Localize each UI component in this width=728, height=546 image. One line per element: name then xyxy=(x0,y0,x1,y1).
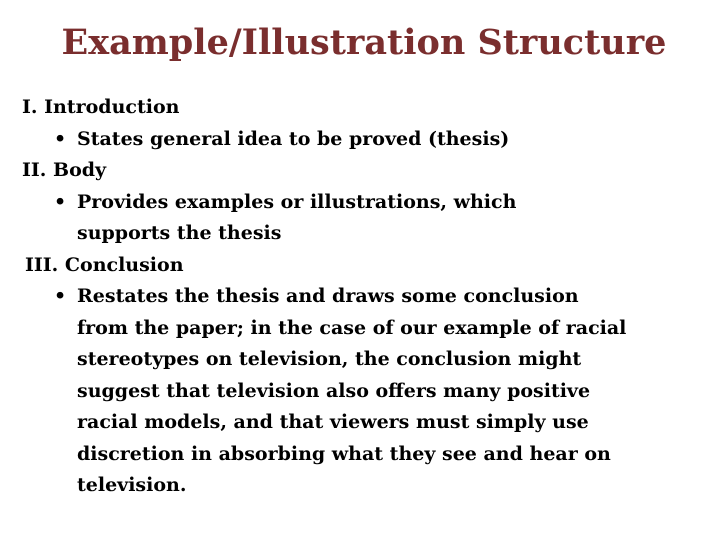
bullet-line: stereotypes on television, the conclusion might xyxy=(77,348,582,370)
bullet-marker: • xyxy=(54,127,67,150)
bullet-line: Restates the thesis and draws some conclusion xyxy=(77,285,579,307)
bullet-line: suggest that television also offers many positive xyxy=(77,379,591,402)
bullet-item-introduction xyxy=(22,124,722,156)
bullet-line: racial models, and that viewers must simply use xyxy=(77,411,589,433)
bullet-line: discretion in absorbing what they see and hear on xyxy=(77,442,611,465)
bullet-marker: • xyxy=(54,190,67,213)
bullet-line: Provides examples or illustrations, which xyxy=(77,190,517,213)
bullet-line: States general idea to be proved (thesis) xyxy=(77,127,510,150)
section-heading-introduction: I. Introduction xyxy=(22,96,180,118)
bullet-line: supports the thesis xyxy=(77,222,282,244)
bullet-marker: • xyxy=(54,285,67,307)
slide-title: Example/Illustration Structure xyxy=(61,22,667,63)
outline-body xyxy=(22,92,722,502)
bullet-line: from the paper; in the case of our example of racial xyxy=(77,316,627,339)
section-heading-conclusion: III. Conclusion xyxy=(25,253,184,276)
bullet-line: television. xyxy=(77,474,187,496)
bullet-item-body xyxy=(22,187,722,250)
section-heading-body: II. Body xyxy=(22,159,107,181)
bullet-item-conclusion xyxy=(22,281,722,502)
